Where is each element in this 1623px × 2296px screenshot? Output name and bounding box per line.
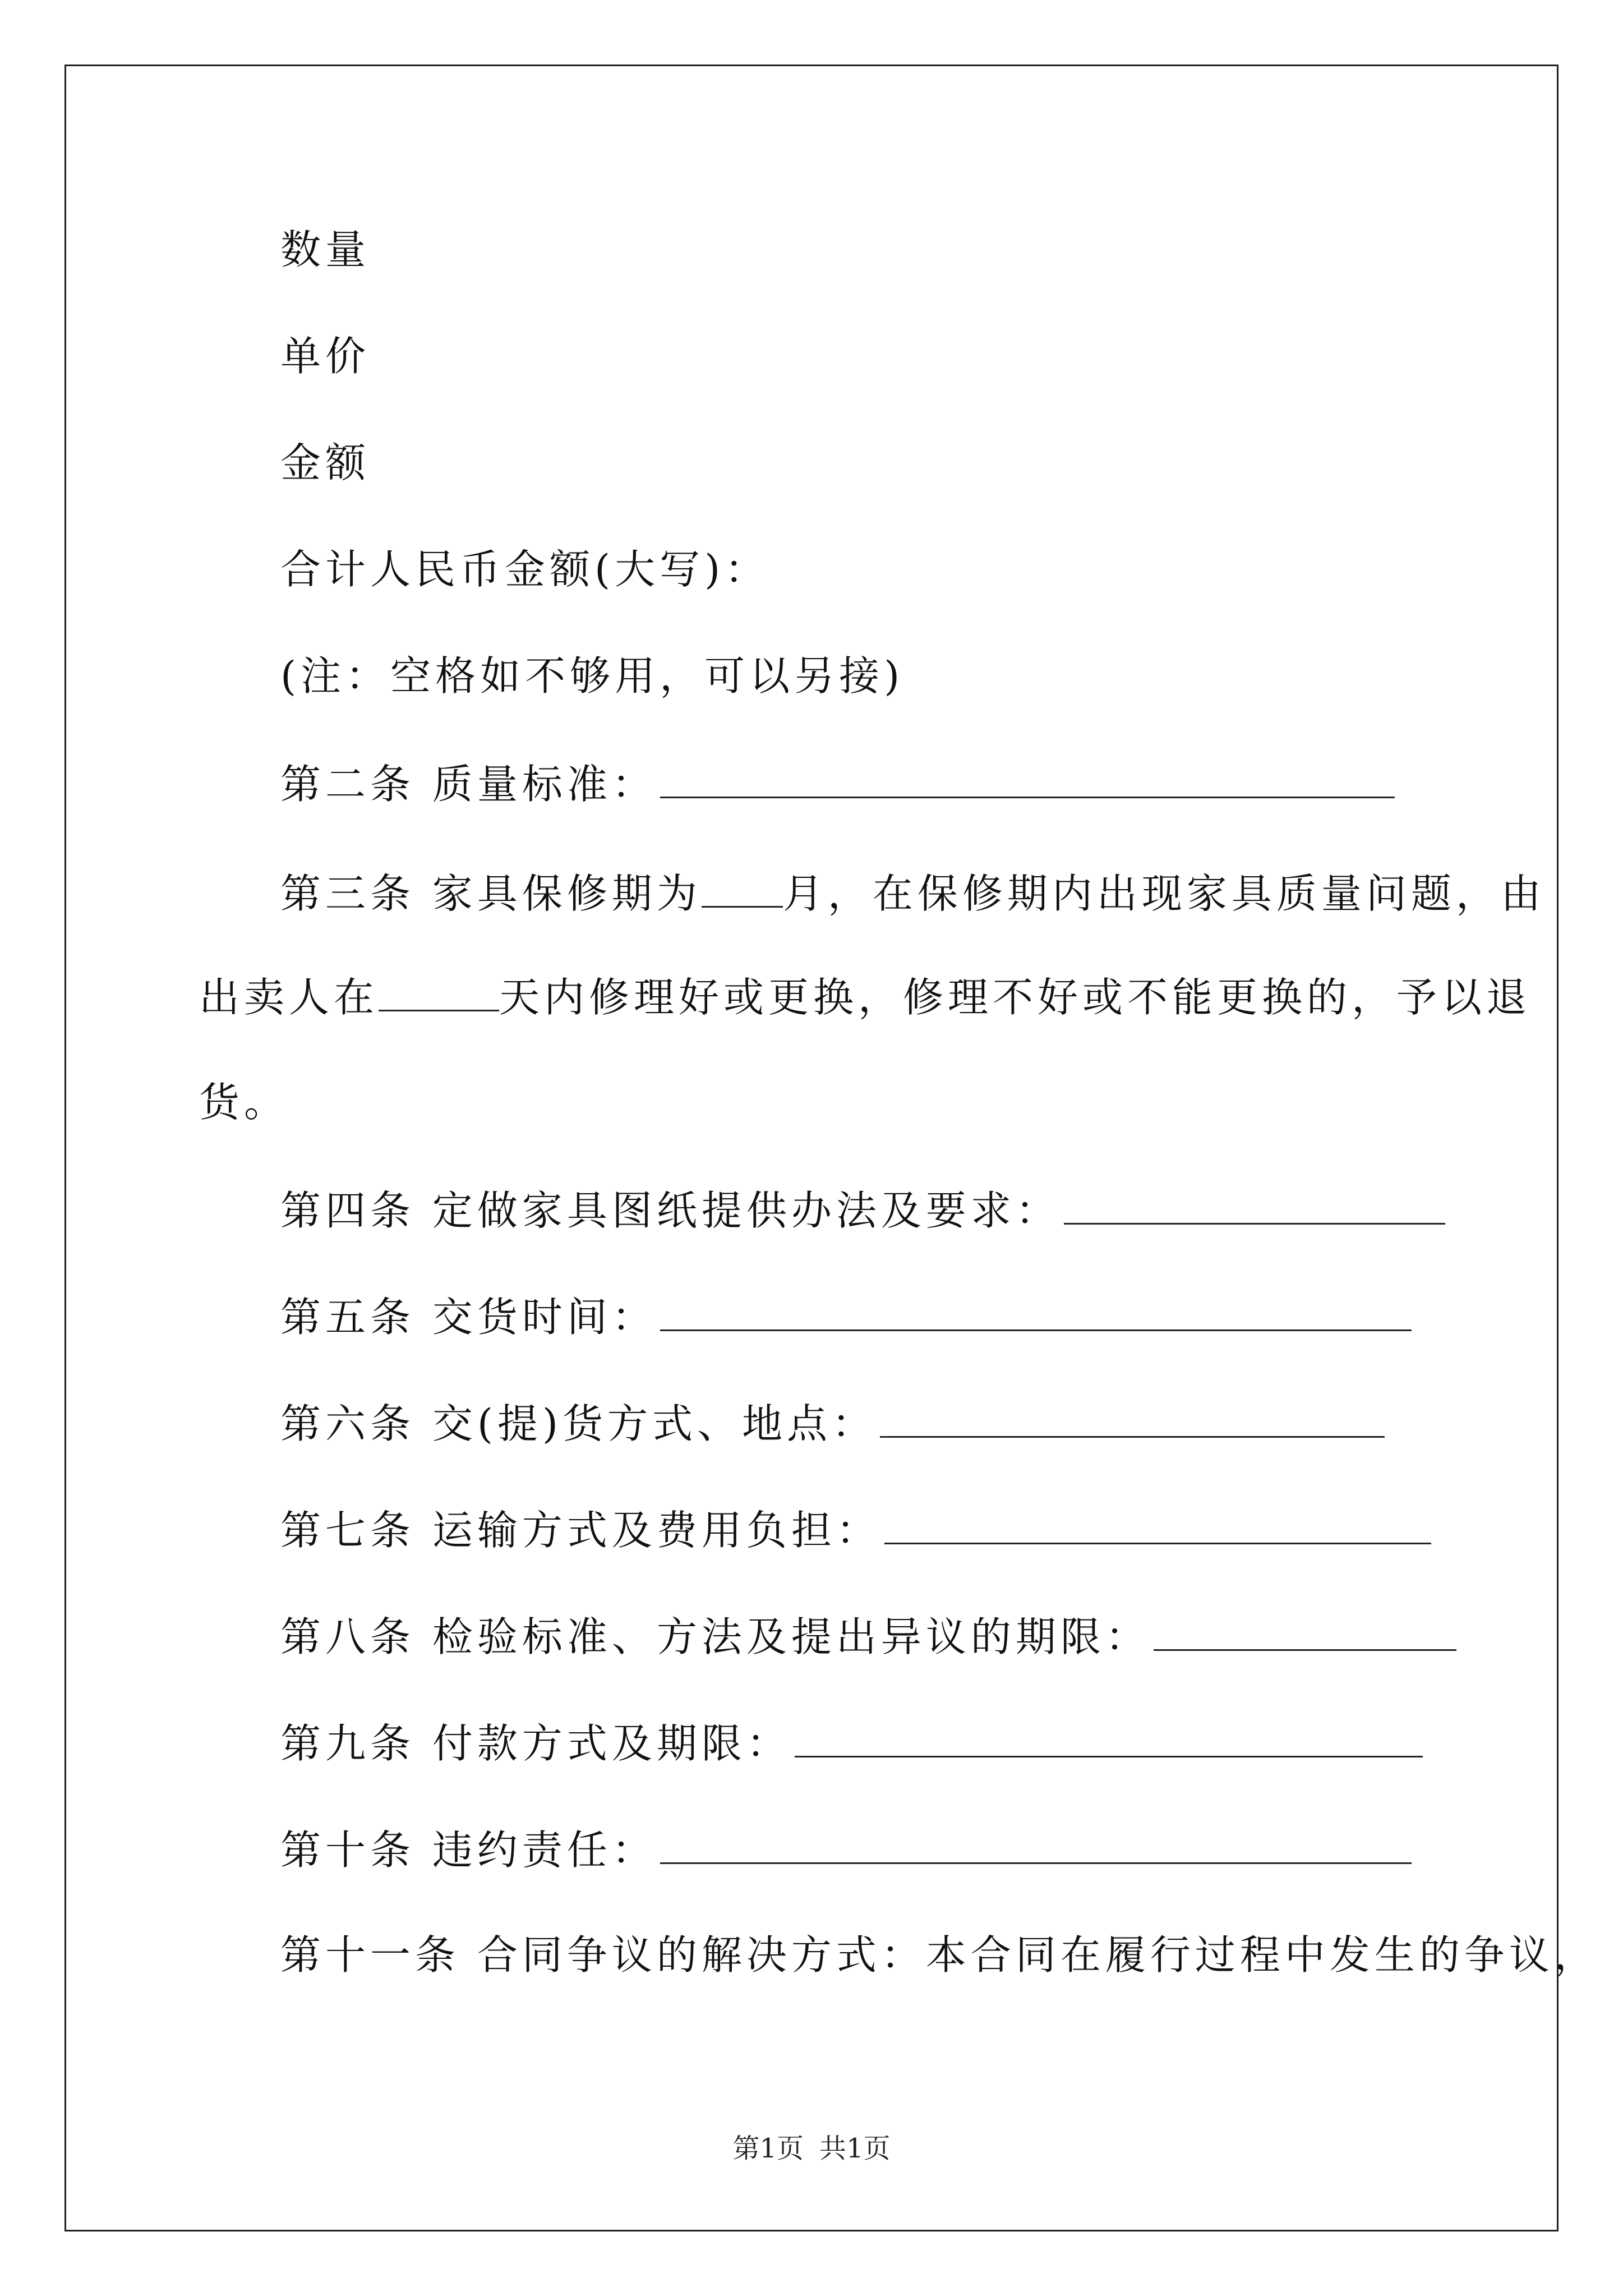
article-2-line: [280, 757, 1395, 809]
article-9-blank[interactable]: [795, 1717, 1423, 1757]
article-10-line: [280, 1823, 1412, 1875]
page-footer: [0, 2132, 1623, 2165]
article-4-blank[interactable]: [1064, 1184, 1445, 1225]
article-3-text-e: 货。: [199, 1079, 289, 1126]
article-5-line: [280, 1290, 1412, 1342]
article-11-text: 第十一条 合同争议的解决方式：本合同在履行过程中发生的争议，: [280, 1931, 1599, 1978]
page-number: 第1页: [732, 2133, 804, 2164]
article-7-blank[interactable]: [884, 1503, 1431, 1544]
article-6-line: [280, 1397, 1385, 1449]
article-9-line: [280, 1717, 1423, 1769]
article-10-text: 第十条 违约责任：: [280, 1826, 657, 1874]
article-11-line: [280, 1930, 1599, 1980]
article-5-text: 第五条 交货时间：: [280, 1294, 657, 1341]
article-10-blank[interactable]: [660, 1823, 1412, 1864]
article-3-line-3: [199, 1077, 289, 1128]
amount-text: 金额: [280, 439, 371, 486]
quantity-text: 数量: [280, 226, 371, 273]
repair-days-blank[interactable]: [379, 970, 499, 1011]
note-line: [280, 651, 904, 701]
article-7-text: 第七条 运输方式及费用负担：: [280, 1507, 881, 1554]
article-6-blank[interactable]: [880, 1397, 1385, 1438]
article-4-text: 第四条 定做家具图纸提供办法及要求：: [280, 1187, 1061, 1234]
article-7-line: [280, 1503, 1431, 1556]
page-total: 共1页: [819, 2133, 891, 2164]
total-rmb-text: 合计人民币金额(大写)：: [280, 546, 770, 593]
article-8-text: 第八条 检验标准、方法及提出异议的期限：: [280, 1613, 1150, 1660]
article-3-text-a: 第三条 家具保修期为: [280, 870, 702, 917]
article-3-text-b: 月，在保修期内出现家具质量问题，由: [782, 870, 1546, 917]
total-rmb-line: [280, 544, 769, 595]
item-quantity-label: [280, 224, 370, 275]
article-3-text-c: 出卖人在: [199, 974, 379, 1021]
article-3-line-1: [280, 867, 1546, 919]
article-3-text-d: 天内修理好或更换，修理不好或不能更换的，予以退: [499, 974, 1532, 1021]
article-2-blank[interactable]: [660, 757, 1395, 798]
unit-price-text: 单价: [280, 333, 371, 380]
article-2-text: 第二条 质量标准：: [280, 761, 657, 808]
item-amount-label: [280, 438, 370, 488]
article-6-text: 第六条 交(提)货方式、地点：: [280, 1400, 877, 1447]
article-8-line: [280, 1610, 1456, 1662]
note-text: (注：空格如不够用，可以另接): [280, 652, 905, 700]
article-9-text: 第九条 付款方式及期限：: [280, 1720, 791, 1767]
warranty-months-blank[interactable]: [702, 867, 783, 908]
article-4-line: [280, 1184, 1445, 1236]
article-8-blank[interactable]: [1154, 1610, 1456, 1651]
article-3-line-2: [199, 970, 1531, 1023]
article-5-blank[interactable]: [660, 1290, 1412, 1331]
item-unit-price-label: [280, 331, 370, 381]
